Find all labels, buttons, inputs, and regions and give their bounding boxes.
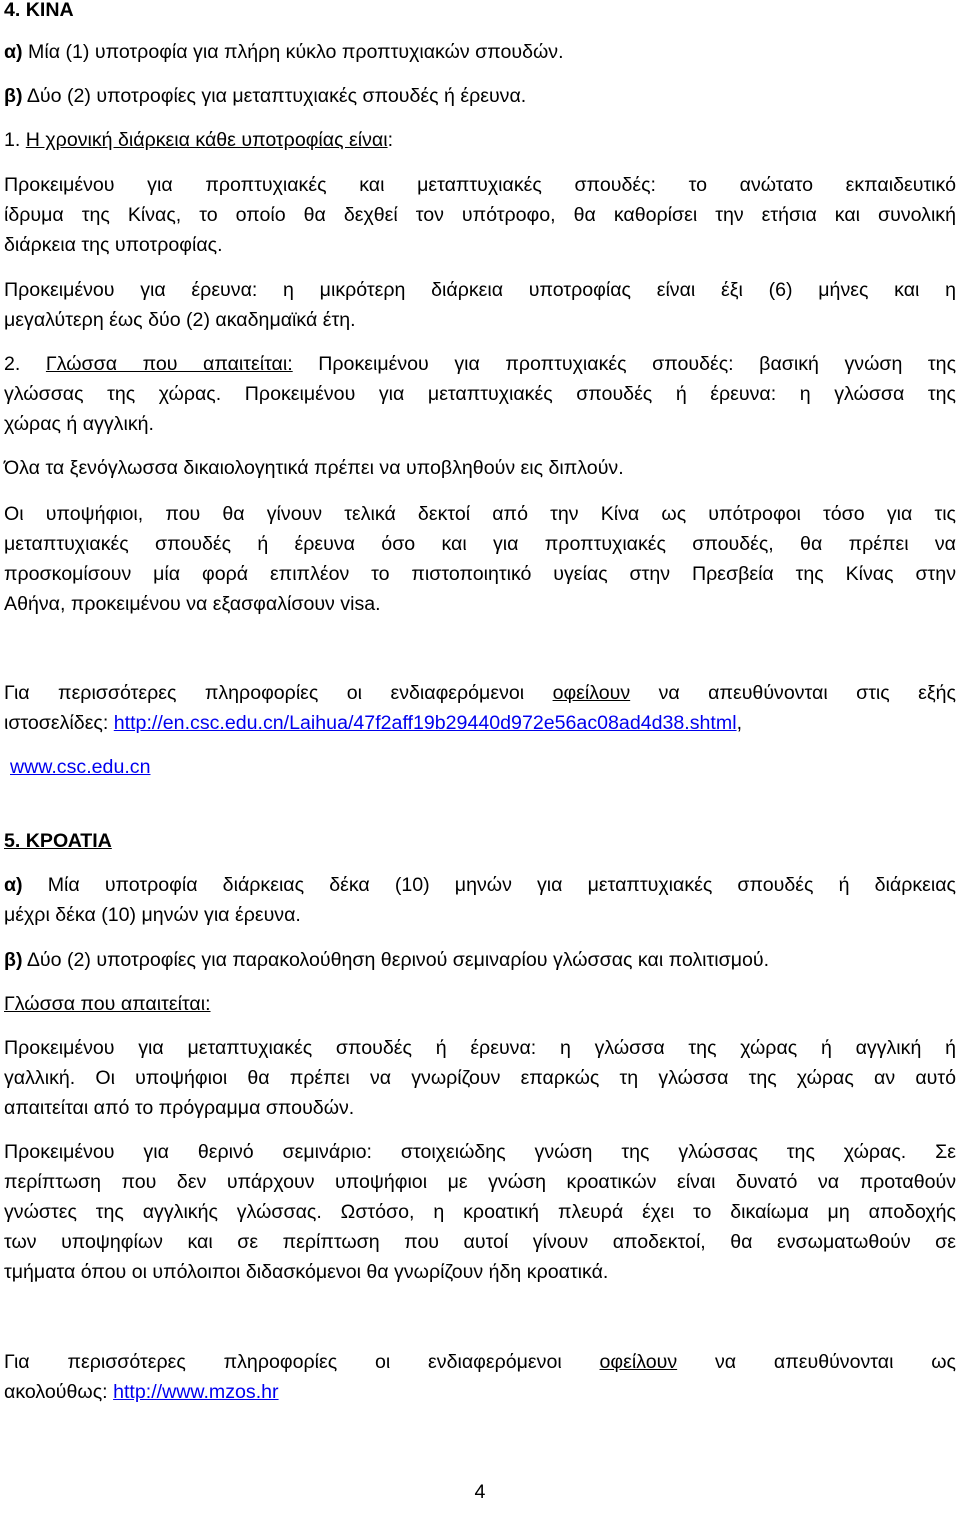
- item-text: Δύο (2) υποτροφίες για παρακολούθηση θερινού σεμιναρίου γλώσσας και πολιτισμού.: [22, 949, 770, 971]
- paragraph-line: μέχρι δέκα (10) μηνών για έρευνα.: [4, 904, 301, 926]
- point-text: Προκειμένου για προπτυχιακές σπουδές: βασική γνώση της: [292, 353, 957, 375]
- paragraph-line: γλώσσας της χώρας. Προκειμένου για μεταπτυχιακές σπουδές ή έρευνα: η γλώσσα της: [4, 383, 956, 405]
- paragraph-line: προσκομίσουν μία φορά επιπλέον το πιστοποιητικό υγείας στην Πρεσβεία της Κίνας στην: [4, 563, 956, 585]
- info-line: [4, 1350, 956, 1374]
- point-colon: :: [387, 129, 394, 151]
- page-number: 4: [474, 1481, 486, 1503]
- paragraph-line: γνώστες της αγγλικής γλώσσας. Ωστόσο, η κροατική πλευρά έχει το δικαίωμα μη αποδοχής: [4, 1201, 956, 1223]
- section-heading-croatia: 5. ΚΡΟΑΤΙΑ: [4, 830, 112, 852]
- paragraph-line: απαιτείται από το πρόγραμμα σπουδών.: [4, 1097, 355, 1119]
- info-line: [4, 681, 956, 705]
- info-emphasis: οφείλουν: [599, 1351, 678, 1373]
- paragraph-line: περίπτωση που δεν υπάρχουν υποψήφιοι με γνώση κροατικών είναι δυνατό να προταθούν: [4, 1171, 956, 1193]
- china-point-1: [4, 128, 393, 152]
- croatia-item-a: [4, 873, 956, 897]
- section-heading-china: 4. ΚΙΝΑ: [4, 0, 74, 21]
- paragraph-line: μεγαλύτερη έως δύο (2) ακαδημαϊκά έτη.: [4, 309, 356, 331]
- info-text: Για περισσότερες πληροφορίες οι ενδιαφερόμενοι: [4, 1351, 600, 1373]
- csc-detail-link[interactable]: http://en.csc.edu.cn/Laihua/47f2aff19b29440d972e56ac08ad4d38.shtml: [113, 712, 737, 734]
- china-point-2: [4, 352, 956, 376]
- item-label: α): [4, 41, 23, 63]
- paragraph-line: ίδρυμα της Κίνας, το οποίο θα δεχθεί τον υπότροφο, θα καθορίσει την ετήσια και συνολική: [4, 204, 956, 226]
- paragraph-line: τμήματα όπου οι υπόλοιποι διδασκόμενοι θα γνωρίζουν ήδη κροατικά.: [4, 1261, 609, 1283]
- paragraph-line: των υποψηφίων και σε περίπτωση που αυτοί γίνουν αποδεκτοί, θα ενσωματωθούν σε: [4, 1231, 956, 1253]
- item-label: β): [4, 85, 23, 107]
- paragraph-line: Οι υποψήφιοι, που θα γίνουν τελικά δεκτοί από την Κίνα ως υπότροφοι τόσο για τις: [4, 503, 956, 525]
- point-number: 2.: [4, 353, 46, 375]
- item-label: α): [4, 874, 23, 896]
- item-text: Δύο (2) υποτροφίες για μεταπτυχιακές σπουδές ή έρευνα.: [22, 85, 527, 107]
- point-heading: Γλώσσα που απαιτείται:: [45, 353, 293, 375]
- link-comma: ,: [736, 712, 743, 734]
- info-text: ιστοσελίδες:: [4, 712, 114, 734]
- item-label: β): [4, 949, 23, 971]
- china-item-b: [4, 84, 526, 108]
- info-line: [4, 1380, 279, 1404]
- paragraph-line: Αθήνα, προκειμένου να εξασφαλίσουν visa.: [4, 593, 381, 615]
- info-text: Για περισσότερες πληροφορίες οι ενδιαφερόμενοι: [4, 682, 553, 704]
- mzos-link[interactable]: http://www.mzos.hr: [113, 1381, 279, 1403]
- paragraph-line: χώρας ή αγγλική.: [4, 413, 154, 435]
- csc-home-link[interactable]: www.csc.edu.cn: [10, 756, 151, 778]
- info-emphasis: οφείλουν: [552, 682, 631, 704]
- paragraph-line: Όλα τα ξενόγλωσσα δικαιολογητικά πρέπει να υποβληθούν εις διπλούν.: [4, 457, 624, 479]
- info-text: να απευθύνονται ως: [677, 1351, 956, 1373]
- point-heading: Η χρονική διάρκεια κάθε υποτροφίας είναι: [25, 129, 388, 151]
- item-text: Μία (1) υποτροφία για πλήρη κύκλο προπτυχιακών σπουδών.: [22, 41, 564, 63]
- paragraph-line: Προκειμένου για μεταπτυχιακές σπουδές ή έρευνα: η γλώσσα της χώρας ή αγγλική ή: [4, 1037, 956, 1059]
- info-text: να απευθύνονται στις εξής: [630, 682, 957, 704]
- paragraph-line: Προκειμένου για έρευνα: η μικρότερη διάρκεια υποτροφίας είναι έξι (6) μήνες και η: [4, 279, 956, 301]
- croatia-item-b: [4, 948, 769, 972]
- paragraph-line: Προκειμένου για προπτυχιακές και μεταπτυχιακές σπουδές: το ανώτατο εκπαιδευτικό: [4, 174, 956, 196]
- paragraph-line: μεταπτυχιακές σπουδές ή έρευνα όσο και για προπτυχιακές σπουδές, θα πρέπει να: [4, 533, 956, 555]
- point-number: 1.: [4, 129, 26, 151]
- language-heading: Γλώσσα που απαιτείται:: [4, 993, 211, 1015]
- paragraph-line: γαλλική. Οι υποψήφιοι θα πρέπει να γνωρίζουν επαρκώς τη γλώσσα της χώρας αν αυτό: [4, 1067, 956, 1089]
- info-line: [10, 755, 150, 779]
- paragraph-line: Προκειμένου για θερινό σεμινάριο: στοιχειώδης γνώση της γλώσσας της χώρας. Σε: [4, 1141, 956, 1163]
- item-text: Μία υποτροφία διάρκειας δέκα (10) μηνών για μεταπτυχιακές σπουδές ή διάρκειας: [22, 874, 956, 896]
- info-text: ακολούθως:: [4, 1381, 114, 1403]
- china-item-a: [4, 40, 564, 64]
- paragraph-line: διάρκεια της υποτροφίας.: [4, 234, 223, 256]
- info-line: [4, 711, 742, 735]
